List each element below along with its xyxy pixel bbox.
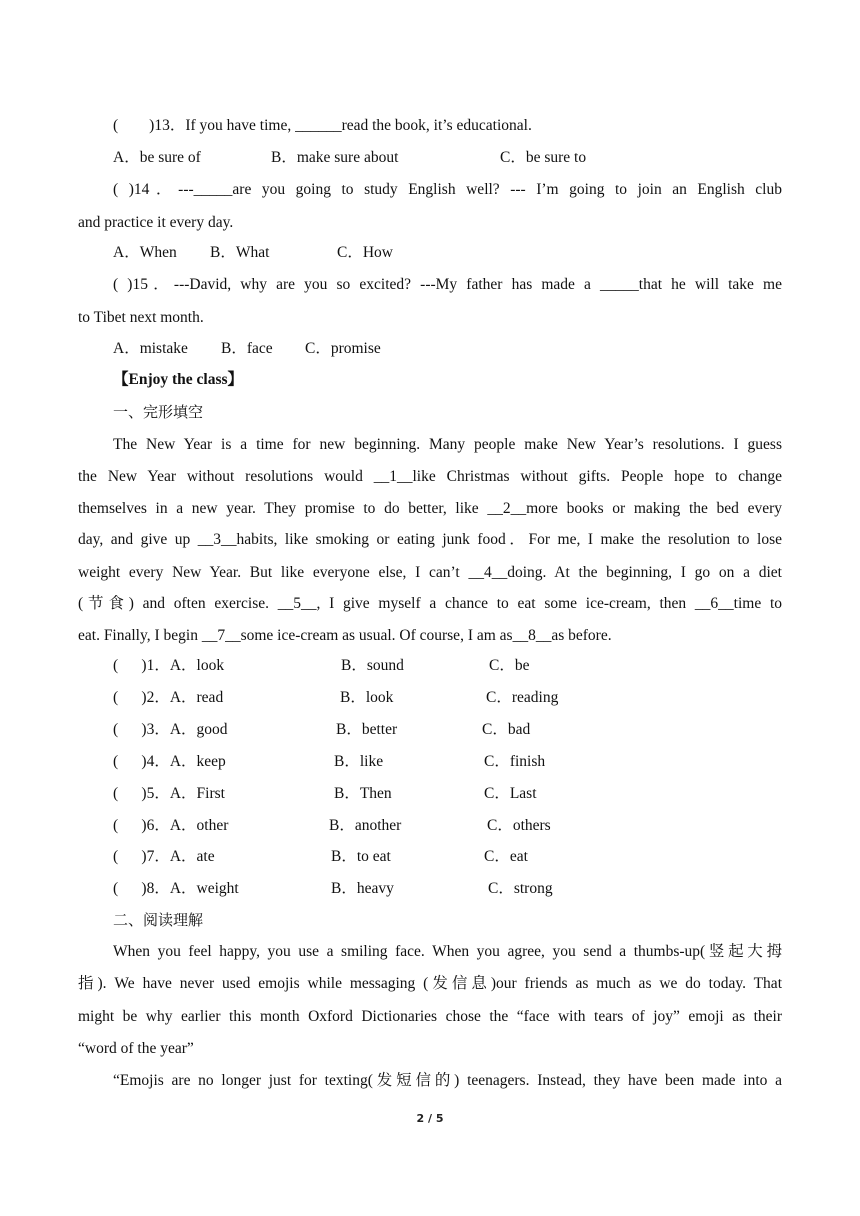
q13-option-a: A．be sure of <box>113 149 201 166</box>
q15-option-b: B．face <box>221 340 273 357</box>
cloze-item-4: ( )4．A．keep <box>113 753 226 770</box>
cloze-line-1: The New Year is a time for new beginning. Many people make New Year’s resolutions. I guess <box>113 436 782 453</box>
cloze-line-6: (节食) and often exercise. __5__, I give myself a chance to eat some ice-cream, then __6__time to <box>78 595 782 612</box>
reading-heading: 二、阅读理解 <box>113 911 204 929</box>
reading-line-4: “word of the year” <box>78 1040 194 1057</box>
cloze-line-2: the New Year without resolutions would __1__like Christmas without gifts. People hope to change <box>78 468 782 485</box>
cloze-item-5-b: B．Then <box>334 785 392 802</box>
cloze-item-7-b: B．to eat <box>331 848 391 865</box>
reading-line-5: “Emojis are no longer just for texting(发短信的) teenagers. Instead, they have been made into a <box>113 1072 782 1089</box>
cloze-line-4: day, and give up __3__habits, like smoking or eating junk food．For me, I make the resolution to lose <box>78 531 782 548</box>
cloze-item-8: ( )8．A．weight <box>113 880 239 897</box>
q14-option-c: C．How <box>337 244 393 261</box>
cloze-item-8-b: B．heavy <box>331 880 394 897</box>
cloze-line-7: eat. Finally, I begin __7__some ice-cream as usual. Of course, I am as__8__as before. <box>78 627 612 644</box>
cloze-item-2: ( )2．A．read <box>113 689 224 706</box>
cloze-item-7-c: C．eat <box>484 848 528 865</box>
cloze-item-6: ( )6．A．other <box>113 817 229 834</box>
reading-line-2: 指). We have never used emojis while messaging (发信息)our friends as much as we do today. That <box>78 975 782 992</box>
cloze-line-5: weight every New Year. But like everyone else, I can’t __4__doing. At the beginning, I go on a diet <box>78 564 782 581</box>
cloze-item-1-c: C．be <box>489 657 530 674</box>
cloze-item-1: ( )1．A．look <box>113 657 225 674</box>
cloze-item-5-c: C．Last <box>484 785 537 802</box>
cloze-item-4-b: B．like <box>334 753 384 770</box>
cloze-item-7: ( )7．A．ate <box>113 848 215 865</box>
q15-option-a: A．mistake <box>113 340 188 357</box>
q14-option-a: A．When <box>113 244 177 261</box>
q13-option-b: B．make sure about <box>271 149 399 166</box>
reading-line-1: When you feel happy, you use a smiling face. When you agree, you send a thumbs-up(竖起大拇 <box>113 943 782 960</box>
question-15-line1: ( )15．---David, why are you so excited? ---My father has made a _____that he will take me <box>113 276 782 293</box>
cloze-item-5: ( )5．A．First <box>113 785 225 802</box>
question-13: ( )13．If you have time, ______read the book, it’s educational. <box>113 117 532 134</box>
reading-line-3: might be why earlier this month Oxford Dictionaries chose the “face with tears of joy” emoji as their <box>78 1008 782 1025</box>
question-14-line2: and practice it every day. <box>78 214 234 231</box>
cloze-item-3-c: C．bad <box>482 721 531 738</box>
cloze-item-1-b: B．sound <box>341 657 404 674</box>
cloze-item-2-c: C．reading <box>486 689 559 706</box>
cloze-item-6-b: B．another <box>329 817 402 834</box>
question-15-line2: to Tibet next month. <box>78 309 204 326</box>
cloze-item-3-b: B．better <box>336 721 398 738</box>
cloze-item-4-c: C．finish <box>484 753 546 770</box>
cloze-item-2-b: B．look <box>340 689 394 706</box>
cloze-item-6-c: C．others <box>487 817 551 834</box>
cloze-item-8-c: C．strong <box>488 880 553 897</box>
cloze-line-3: themselves in a new year. They promise to do better, like __2__more books or making the bed every <box>78 500 782 517</box>
cloze-item-3: ( )3．A．good <box>113 721 228 738</box>
question-14-line1: ( )14．---_____are you going to study English well? --- I’m going to join an English club <box>113 181 782 198</box>
section-title: 【Enjoy the class】 <box>113 371 244 388</box>
q15-option-c: C．promise <box>305 340 381 357</box>
page-number: 2 / 5 <box>416 1112 444 1125</box>
q14-option-b: B．What <box>210 244 270 261</box>
q13-option-c: C．be sure to <box>500 149 587 166</box>
cloze-heading: 一、完形填空 <box>113 403 204 421</box>
